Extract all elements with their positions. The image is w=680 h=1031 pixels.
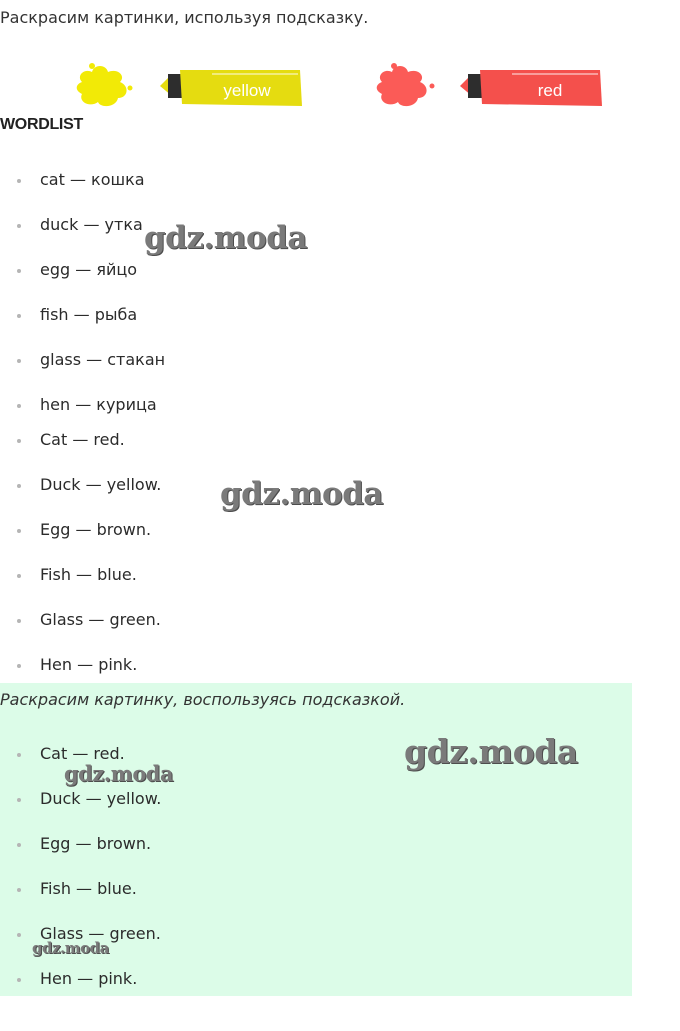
watermark: gdz.moda bbox=[220, 476, 383, 512]
list-item: Fish — blue. bbox=[40, 879, 137, 898]
watermark: gdz.moda bbox=[144, 220, 307, 256]
answer-panel-title: Раскрасим картинку, воспользуясь подсказкой. bbox=[0, 690, 406, 709]
watermark: gdz.moda bbox=[32, 939, 109, 957]
watermark: gdz.moda bbox=[64, 761, 174, 786]
list-item: Cat — red. bbox=[40, 744, 125, 763]
marker-label-red: red bbox=[537, 81, 563, 100]
list-item: Fish — blue. bbox=[40, 565, 137, 584]
red-marker-icon bbox=[372, 58, 604, 114]
list-item: duck — утка bbox=[40, 215, 143, 234]
list-item: cat — кошка bbox=[40, 170, 145, 189]
watermark: gdz.moda bbox=[404, 732, 578, 771]
list-item: Egg — brown. bbox=[40, 520, 152, 539]
list-item: Duck — yellow. bbox=[40, 789, 162, 808]
list-item: hen — курица bbox=[40, 395, 157, 414]
marker-label-yellow: yellow bbox=[223, 81, 271, 100]
list-item: Egg — brown. bbox=[40, 834, 152, 853]
intro-text: Раскрасим картинки, используя подсказку. bbox=[0, 8, 369, 27]
wordlist-heading: WORDLIST bbox=[0, 116, 83, 133]
list-item: egg — яйцо bbox=[40, 260, 138, 279]
list-item: Duck — yellow. bbox=[40, 475, 162, 494]
list-item: Glass — green. bbox=[40, 610, 161, 629]
list-item: fish — рыба bbox=[40, 305, 138, 324]
list-item: Glass — green. bbox=[40, 924, 161, 943]
color-markers bbox=[72, 58, 612, 114]
yellow-marker-icon bbox=[72, 58, 304, 114]
list-item: glass — стакан bbox=[40, 350, 166, 369]
list-item: Hen — pink. bbox=[40, 655, 138, 674]
list-item: Hen — pink. bbox=[40, 969, 138, 988]
list-item: Cat — red. bbox=[40, 430, 125, 449]
